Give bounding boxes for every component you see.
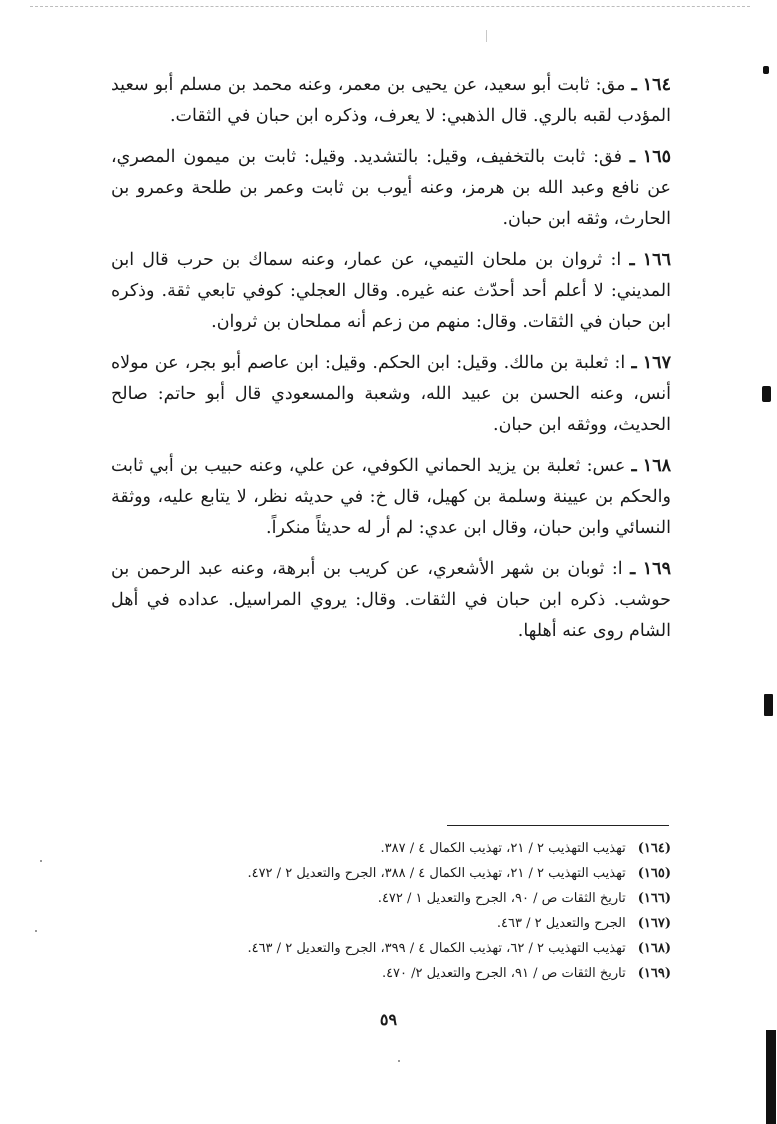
entry-dash: ـ xyxy=(629,147,635,167)
entry-text: عس: ثعلبة بن يزيد الحماني الكوفي، عن علي، وعنه حبيب بن أبي ثابت والحكم بن عيينة وسلمة بن كهيل، قال خ: في حديثه نظر، لا يتابع عليه، ووثقة النسائي وابن حبان، وقال ابن عدي: لم أر له حديثاً منكراً. xyxy=(111,456,671,538)
entry-166 xyxy=(111,245,671,338)
footnote-text: تاريخ الثقات ص / ٩١، الجرح والتعديل ٢/ ٤٧٠. xyxy=(381,966,626,981)
entry-text: فق: ثابت بالتخفيف، وقيل: بالتشديد. وقيل: ثابت بن ميمون المصري، عن نافع وعبد الله بن هرمز، وعنه أيوب بن ثابت وعمر بن طلحة وعمرو بن الحارث، وثقه ابن حبان. xyxy=(111,147,671,229)
footnote-number: (١٦٨) xyxy=(637,941,671,956)
footnote-number: (١٦٦) xyxy=(637,891,671,906)
entry-dash: ـ xyxy=(631,75,637,95)
entry-number: ١٦٧ xyxy=(642,353,671,373)
footnotes xyxy=(111,836,671,986)
scan-mark xyxy=(766,1030,776,1124)
entry-dash: ـ xyxy=(630,559,636,579)
entry-dash: ـ xyxy=(631,456,637,476)
entry-dash: ـ xyxy=(631,353,637,373)
scan-dot xyxy=(35,930,37,932)
entry-164 xyxy=(111,70,671,132)
footnote-text: تهذيب التهذيب ٢ / ٢١، تهذيب الكمال ٤ / ٣٨٧. xyxy=(380,841,626,856)
footnote-text: تهذيب التهذيب ٢ / ٦٢، تهذيب الكمال ٤ / ٣٩٩، الجرح والتعديل ٢ / ٤٦٣. xyxy=(247,941,626,956)
scan-dot xyxy=(40,860,42,862)
page-number: ٥٩ xyxy=(379,1010,398,1029)
footnote-item xyxy=(111,911,671,936)
entry-dash: ـ xyxy=(629,250,635,270)
entry-number: ١٦٨ xyxy=(642,456,671,476)
scan-mark xyxy=(764,694,773,716)
footnote-number: (١٦٧) xyxy=(637,916,671,931)
footnote-item xyxy=(111,861,671,886)
entry-number: ١٦٤ xyxy=(642,75,671,95)
top-edge-rule xyxy=(30,6,750,7)
footnote-text: الجرح والتعديل ٢ / ٤٦٣. xyxy=(496,916,626,931)
footnote-text: تهذيب التهذيب ٢ / ٢١، تهذيب الكمال ٤ / ٣٨٨، الجرح والتعديل ٢ / ٤٧٢. xyxy=(247,866,626,881)
footnote-separator xyxy=(447,825,669,826)
entry-167 xyxy=(111,348,671,441)
entry-text: مق: ثابت أبو سعيد، عن يحيى بن معمر، وعنه محمد بن مسلم أبو سعيد المؤدب لقبه بالري. قال الذهبي: لا يعرف، وذكره ابن حبان في الثقات. xyxy=(111,75,671,126)
entry-168 xyxy=(111,451,671,544)
entry-165 xyxy=(111,142,671,235)
scan-mark xyxy=(762,386,771,402)
entries-body xyxy=(111,70,671,657)
scan-dot xyxy=(398,1060,400,1062)
entry-169 xyxy=(111,554,671,647)
footnote-number: (١٦٩) xyxy=(637,966,671,981)
footnote-number: (١٦٤) xyxy=(637,841,671,856)
scan-mark xyxy=(763,66,769,74)
entry-text: ا: ثروان بن ملحان التيمي، عن عمار، وعنه سماك بن حرب قال ابن المديني: لا أعلم أحد أحدّث عنه غيره. وقال العجلي: كوفي تابعي ثقة. وذكره ابن حبان في الثقات. وقال: منهم من زعم أنه مملحان بن ثروان. xyxy=(111,250,671,332)
entry-number: ١٦٦ xyxy=(642,250,671,270)
footnote-item xyxy=(111,886,671,911)
entry-number: ١٦٥ xyxy=(642,147,671,167)
footnote-text: تاريخ الثقات ص / ٩٠، الجرح والتعديل ١ / ٤٧٢. xyxy=(377,891,626,906)
footnote-number: (١٦٥) xyxy=(637,866,671,881)
entry-text: ا: ثوبان بن شهر الأشعري، عن كريب بن أبرهة، وعنه عبد الرحمن بن حوشب. ذكره ابن حبان في الثقات. وقال: يروي المراسيل. عداده في أهل الشام روى عنه أهلها. xyxy=(111,559,671,641)
entry-text: ا: ثعلبة بن مالك. وقيل: ابن الحكم. وقيل: ابن عاصم أبو بجر، عن مولاه أنس، وعنه الحسن بن عبيد الله، وشعبة والمسعودي قال أبو حاتم: صالح الحديث، ووثقه ابن حبان. xyxy=(111,353,671,435)
footnote-item xyxy=(111,961,671,986)
entry-number: ١٦٩ xyxy=(642,559,671,579)
top-tick-mark xyxy=(486,30,487,42)
footnote-item xyxy=(111,936,671,961)
footnote-item xyxy=(111,836,671,861)
